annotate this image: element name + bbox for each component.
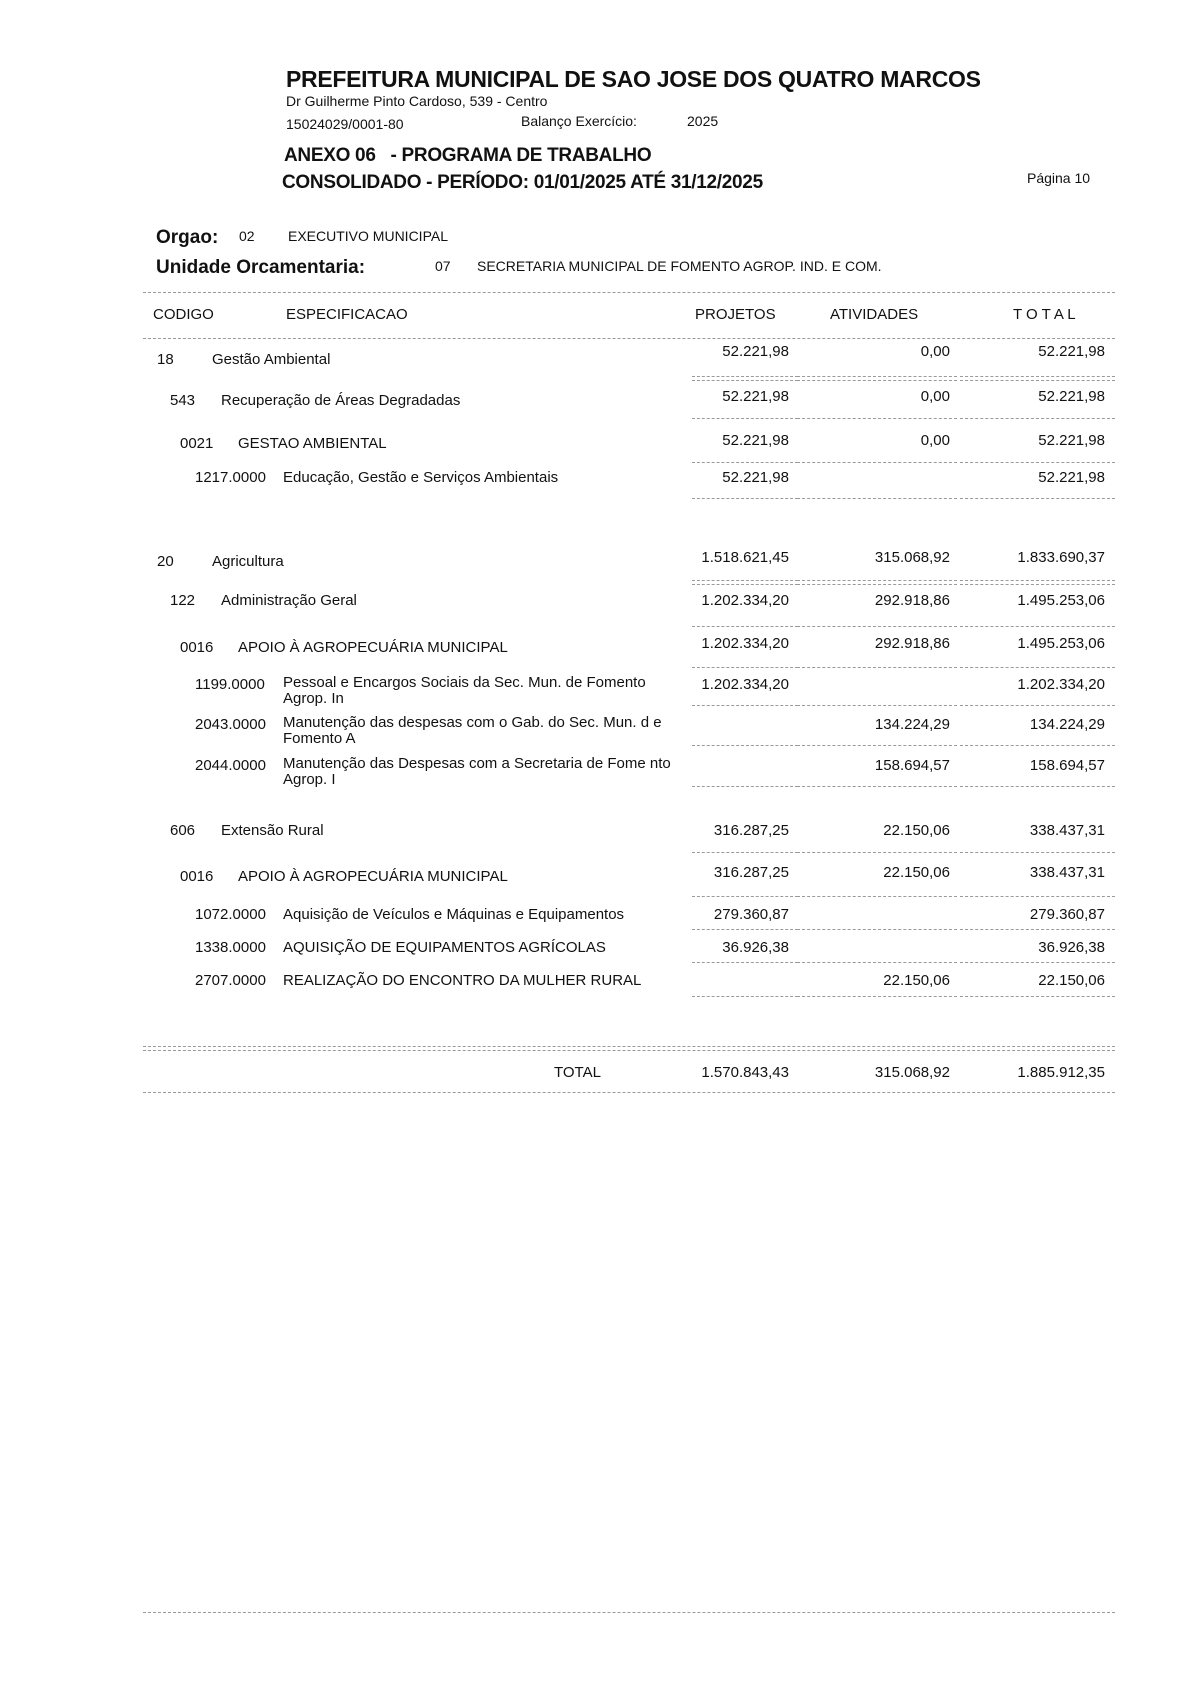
unidade-code: 07 bbox=[435, 258, 451, 274]
row-projetos: 316.287,25 bbox=[713, 864, 789, 881]
row-description: Agricultura bbox=[212, 553, 284, 570]
row-description: GESTAO AMBIENTAL bbox=[238, 435, 387, 452]
col-header-total: T O T A L bbox=[1013, 306, 1076, 323]
row-description: Aquisição de Veículos e Máquinas e Equipamentos bbox=[283, 906, 625, 923]
row-code: 0016 bbox=[180, 639, 214, 656]
row-description: Gestão Ambiental bbox=[212, 351, 331, 368]
row-total: 134.224,29 bbox=[1029, 716, 1105, 733]
row-projetos: 1.518.621,45 bbox=[701, 549, 789, 566]
row-projetos: 52.221,98 bbox=[722, 343, 789, 360]
row-atividades: 0,00 bbox=[920, 343, 950, 360]
row-code: 20 bbox=[157, 553, 174, 570]
row-total: 338.437,31 bbox=[1029, 822, 1105, 839]
annex-title: ANEXO 06 - PROGRAMA DE TRABALHO bbox=[284, 145, 652, 166]
row-atividades: 22.150,06 bbox=[883, 822, 950, 839]
orgao-code: 02 bbox=[239, 228, 255, 244]
row-code: 606 bbox=[170, 822, 196, 839]
orgao-label: Orgao: bbox=[156, 227, 219, 248]
col-header-especificacao: ESPECIFICACAO bbox=[286, 306, 408, 323]
row-code: 2044.0000 bbox=[195, 757, 266, 774]
row-total: 1.495.253,06 bbox=[1017, 592, 1105, 609]
col-header-atividades: ATIVIDADES bbox=[830, 306, 919, 323]
row-total: 1.202.334,20 bbox=[1017, 676, 1105, 693]
row-code: 1338.0000 bbox=[195, 939, 266, 956]
row-description: Recuperação de Áreas Degradadas bbox=[221, 392, 461, 409]
row-total: 338.437,31 bbox=[1029, 864, 1105, 881]
row-projetos: 52.221,98 bbox=[722, 469, 789, 486]
grand-total-label: TOTAL bbox=[554, 1064, 601, 1081]
row-total: 52.221,98 bbox=[1038, 388, 1105, 405]
row-description: APOIO À AGROPECUÁRIA MUNICIPAL bbox=[238, 868, 508, 885]
row-atividades: 292.918,86 bbox=[874, 592, 950, 609]
row-description: Extensão Rural bbox=[221, 822, 324, 839]
row-projetos: 1.202.334,20 bbox=[701, 592, 789, 609]
row-atividades: 22.150,06 bbox=[883, 972, 950, 989]
row-projetos: 316.287,25 bbox=[713, 822, 789, 839]
org-name: PREFEITURA MUNICIPAL DE SAO JOSE DOS QUATRO MARCOS bbox=[286, 66, 981, 92]
orgao-name: EXECUTIVO MUNICIPAL bbox=[288, 228, 448, 244]
row-projetos: 36.926,38 bbox=[722, 939, 789, 956]
row-projetos: 52.221,98 bbox=[722, 388, 789, 405]
row-total: 1.833.690,37 bbox=[1017, 549, 1105, 566]
row-code: 1217.0000 bbox=[195, 469, 266, 486]
row-code: 1072.0000 bbox=[195, 906, 266, 923]
row-atividades: 0,00 bbox=[920, 432, 950, 449]
row-description: Manutenção das Despesas com a Secretaria de Fome nto Agrop. I bbox=[283, 755, 671, 788]
row-description: Manutenção das despesas com o Gab. do Sec. Mun. d e Fomento A bbox=[283, 714, 662, 747]
row-total: 1.495.253,06 bbox=[1017, 635, 1105, 652]
row-atividades: 158.694,57 bbox=[874, 757, 950, 774]
grand-total-value: 1.885.912,35 bbox=[1017, 1064, 1105, 1081]
period-title: CONSOLIDADO - PERÍODO: 01/01/2025 ATÉ 31/12/2025 bbox=[282, 172, 763, 193]
row-description: Educação, Gestão e Serviços Ambientais bbox=[283, 469, 559, 486]
page-number: Página 10 bbox=[1027, 170, 1091, 186]
row-description: AQUISIÇÃO DE EQUIPAMENTOS AGRÍCOLAS bbox=[283, 939, 606, 956]
row-code: 2043.0000 bbox=[195, 716, 266, 733]
unidade-label: Unidade Orcamentaria: bbox=[156, 257, 366, 278]
divider bbox=[143, 1092, 1115, 1093]
divider bbox=[143, 1050, 1115, 1051]
divider bbox=[143, 1046, 1115, 1047]
row-atividades: 292.918,86 bbox=[874, 635, 950, 652]
grand-total-atividades: 315.068,92 bbox=[874, 1064, 950, 1081]
row-code: 543 bbox=[170, 392, 196, 409]
row-code: 2707.0000 bbox=[195, 972, 266, 989]
row-total: 52.221,98 bbox=[1038, 469, 1105, 486]
row-code: 0021 bbox=[180, 435, 214, 452]
org-address: Dr Guilherme Pinto Cardoso, 539 - Centro bbox=[286, 93, 548, 109]
row-description: Administração Geral bbox=[221, 592, 357, 609]
row-code: 1199.0000 bbox=[195, 676, 265, 693]
row-code: 0016 bbox=[180, 868, 214, 885]
grand-total-projetos: 1.570.843,43 bbox=[701, 1064, 789, 1081]
row-description: APOIO À AGROPECUÁRIA MUNICIPAL bbox=[238, 639, 508, 656]
row-projetos: 1.202.334,20 bbox=[701, 676, 789, 693]
row-total: 52.221,98 bbox=[1038, 343, 1105, 360]
row-total: 52.221,98 bbox=[1038, 432, 1105, 449]
page-footer-divider bbox=[143, 1612, 1115, 1613]
row-description: REALIZAÇÃO DO ENCONTRO DA MULHER RURAL bbox=[283, 972, 642, 989]
col-header-projetos: PROJETOS bbox=[695, 306, 776, 323]
unidade-name: SECRETARIA MUNICIPAL DE FOMENTO AGROP. IND. E COM. bbox=[477, 258, 882, 274]
row-atividades: 22.150,06 bbox=[883, 864, 950, 881]
row-total: 279.360,87 bbox=[1029, 906, 1105, 923]
col-header-codigo: CODIGO bbox=[153, 306, 214, 323]
row-projetos: 1.202.334,20 bbox=[701, 635, 789, 652]
row-projetos: 52.221,98 bbox=[722, 432, 789, 449]
org-cnpj: 15024029/0001-80 bbox=[286, 116, 404, 132]
row-total: 158.694,57 bbox=[1029, 757, 1105, 774]
row-total: 22.150,06 bbox=[1038, 972, 1105, 989]
exercicio-label: Balanço Exercício: bbox=[521, 113, 637, 129]
row-atividades: 0,00 bbox=[920, 388, 950, 405]
row-description: Pessoal e Encargos Sociais da Sec. Mun. de Fomento Agrop. In bbox=[283, 674, 646, 707]
row-projetos: 279.360,87 bbox=[713, 906, 789, 923]
row-atividades: 134.224,29 bbox=[874, 716, 950, 733]
row-atividades: 315.068,92 bbox=[874, 549, 950, 566]
row-total: 36.926,38 bbox=[1038, 939, 1105, 956]
exercicio-value: 2025 bbox=[687, 113, 719, 129]
row-code: 18 bbox=[157, 351, 174, 368]
row-code: 122 bbox=[170, 592, 196, 609]
